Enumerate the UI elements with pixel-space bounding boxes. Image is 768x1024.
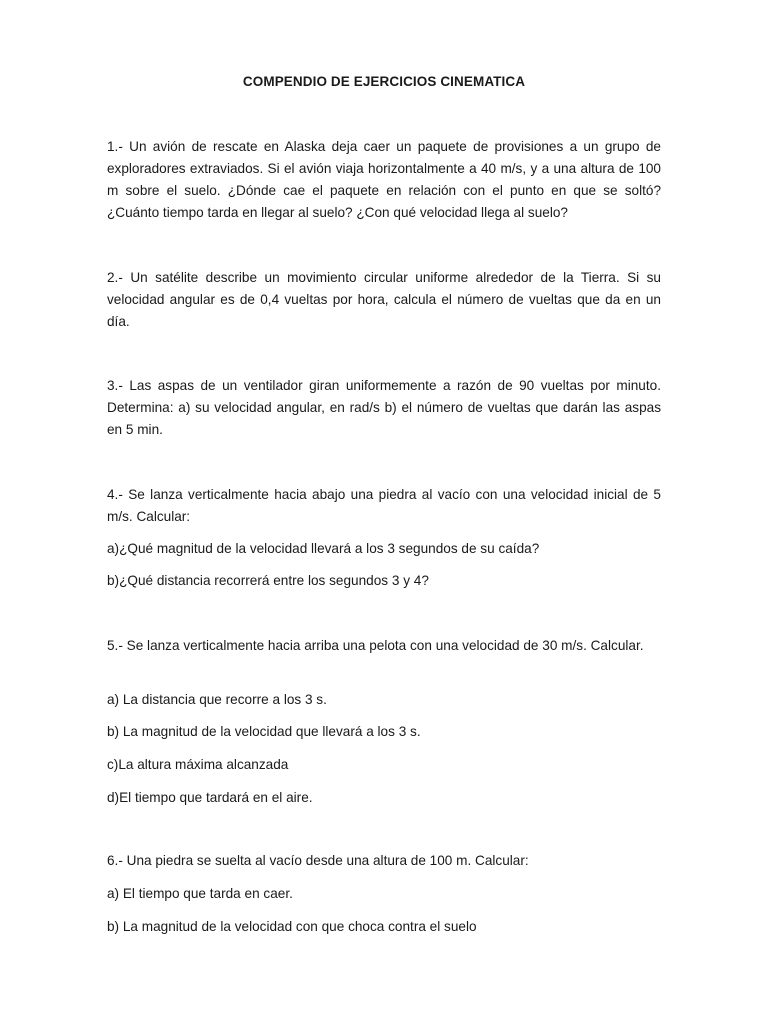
exercise-5-item-c: c)La altura máxima alcanzada bbox=[107, 757, 289, 772]
exercise-5-item-a: a) La distancia que recorre a los 3 s. bbox=[107, 692, 327, 707]
exercise-5-item-d: d)El tiempo que tardará en el aire. bbox=[107, 790, 313, 805]
exercise-5-item-b: b) La magnitud de la velocidad que llevará a los 3 s. bbox=[107, 724, 421, 739]
exercise-5-statement: 5.- Se lanza verticalmente hacia arriba una pelota con una velocidad de 30 m/s. Calcular. bbox=[107, 638, 644, 653]
exercise-4-statement: 4.- Se lanza verticalmente hacia abajo una piedra al vacío con una velocidad inicial de 5 m/s. Calcular: bbox=[107, 487, 661, 524]
document-title: COMPENDIO DE EJERCICIOS CINEMATICA bbox=[242, 74, 526, 89]
exercise-6-statement: 6.- Una piedra se suelta al vacío desde una altura de 100 m. Calcular: bbox=[107, 853, 529, 868]
exercise-2-statement: 2.- Un satélite describe un movimiento circular uniforme alrededor de la Tierra. Si su velocidad angular es de 0,4 vueltas por hora, calcula el número de vueltas que da en un día. bbox=[107, 270, 661, 329]
exercise-3-statement: 3.- Las aspas de un ventilador giran uniformemente a razón de 90 vueltas por minuto. Determina: a) su velocidad angular, en rad/s b) el número de vueltas que darán las aspas en 5 min. bbox=[107, 378, 661, 437]
exercise-6-item-a: a) El tiempo que tarda en caer. bbox=[107, 886, 293, 901]
exercise-4-item-b: b)¿Qué distancia recorrerá entre los segundos 3 y 4? bbox=[107, 573, 429, 588]
exercise-1-statement: 1.- Un avión de rescate en Alaska deja caer un paquete de provisiones a un grupo de exploradores extraviados. Si el avión viaja horizontalmente a 40 m/s, y a una altura de 100 m sobre el suelo. ¿Dónde cae el paquete en relación con el punto en que se soltó? ¿Cuánto tiempo tarda en llegar al suelo? ¿Con qué velocidad llega al suelo? bbox=[107, 139, 661, 220]
exercise-4-item-a: a)¿Qué magnitud de la velocidad llevará a los 3 segundos de su caída? bbox=[107, 541, 540, 556]
exercise-6-item-b: b) La magnitud de la velocidad con que choca contra el suelo bbox=[107, 919, 477, 934]
